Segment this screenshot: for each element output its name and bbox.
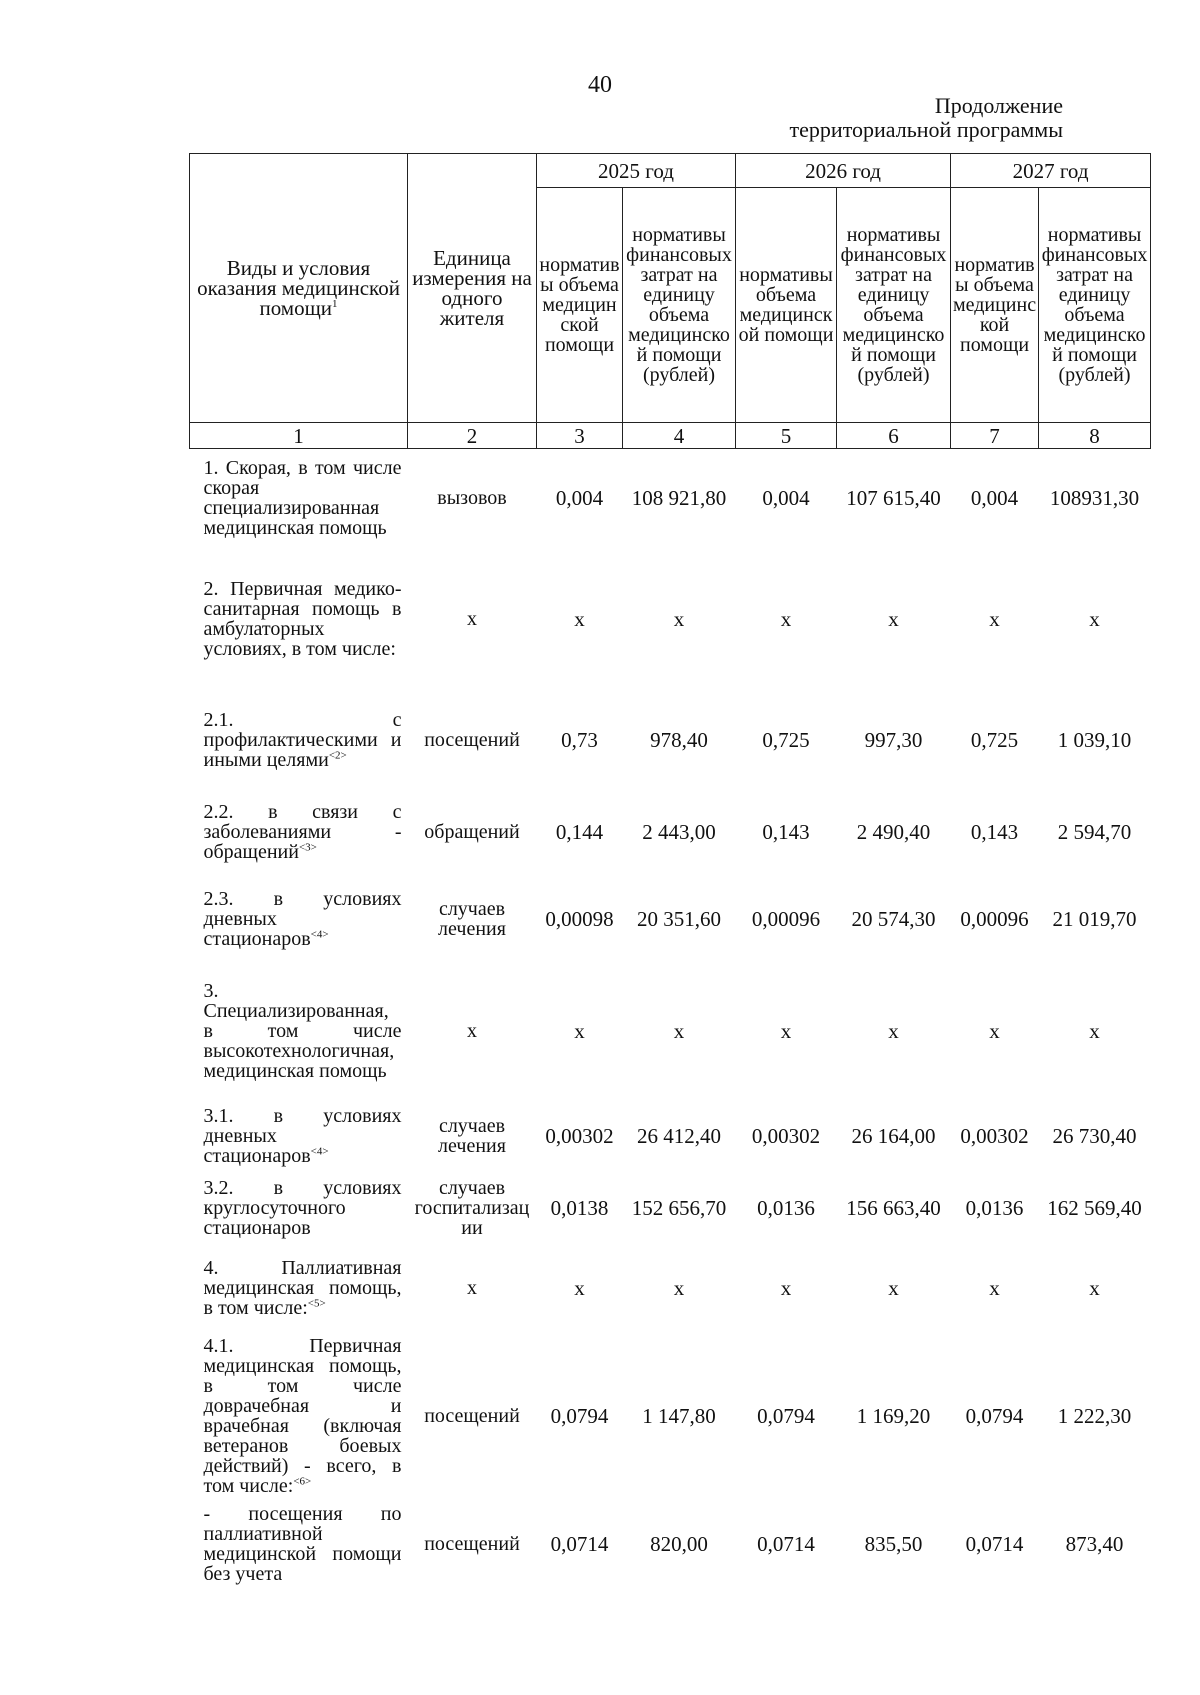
- row-cost-2026: 835,50: [864, 1531, 923, 1556]
- row-unit: случаев госпитализации: [414, 1176, 530, 1239]
- continuation-line-2: территориальной программы: [789, 117, 1063, 142]
- row-volume-2026: х: [780, 1018, 792, 1043]
- row-volume-2026: 0,0136: [757, 1195, 815, 1220]
- row-unit: обращений: [424, 820, 520, 843]
- table-row: [190, 876, 1151, 962]
- row-volume-2025: 0,004: [555, 485, 604, 510]
- row-cost-2027: 108931,30: [1049, 485, 1140, 510]
- row-volume-2025: 0,00098: [545, 906, 614, 931]
- row-unit: посещений: [424, 1404, 520, 1427]
- table-row: [190, 1172, 1151, 1244]
- row-volume-2025: 0,0794: [550, 1403, 609, 1428]
- row-cost-2025: х: [673, 1275, 685, 1300]
- row-cost-2025: х: [673, 1018, 685, 1043]
- row-volume-2027: 0,725: [970, 727, 1019, 752]
- row-cost-2026: х: [888, 1018, 899, 1043]
- row-volume-2027: 0,00096: [960, 906, 1029, 931]
- row-volume-2027: х: [989, 607, 1000, 631]
- row-volume-2025: 0,00302: [545, 1123, 614, 1148]
- continuation-note: [790, 94, 1063, 142]
- row-volume-2027: 0,143: [970, 819, 1019, 844]
- continuation-line-1: Продолжение: [934, 93, 1063, 118]
- row-volume-2026: х: [780, 1275, 792, 1300]
- row-volume-2027: 0,0794: [965, 1403, 1024, 1428]
- row-cost-2025: 2 443,00: [642, 819, 716, 844]
- row-cost-2027: 162 569,40: [1047, 1195, 1142, 1220]
- header-unit: Единица измерения на одного жителя: [408, 154, 537, 423]
- column-number: 6: [837, 423, 951, 449]
- header-cost-2026: нормативы финансовых затрат на единицу объема медицинской помощи (рублей): [837, 188, 951, 423]
- row-volume-2025: х: [574, 607, 585, 631]
- row-volume-2025: 0,144: [555, 819, 604, 844]
- header-footnote: 1: [332, 298, 338, 310]
- row-volume-2027: х: [989, 1275, 1000, 1300]
- column-number: 3: [537, 423, 623, 449]
- row-unit: х: [467, 1276, 477, 1299]
- header-year-2025: 2025 год: [537, 154, 736, 188]
- row-name: 3.1. в условиях дневных стационаров$^{<4>}$: [203, 1104, 402, 1167]
- row-unit: х: [467, 1019, 477, 1042]
- row-footnote: <4>: [310, 927, 329, 940]
- row-cost-2026: 26 164,00: [851, 1123, 936, 1148]
- header-volume-2025: нормативы объема медицинской помощи: [537, 188, 623, 423]
- table-row: [190, 547, 1151, 692]
- row-cost-2025: 820,00: [650, 1531, 708, 1556]
- column-number: 4: [623, 423, 736, 449]
- row-volume-2027: х: [989, 1018, 1000, 1043]
- row-name: 2. Первичная медико-санитарная помощь в амбулаторных условиях, в том числе:: [203, 578, 402, 660]
- table-header: [190, 154, 1151, 449]
- row-volume-2025: х: [574, 1018, 585, 1043]
- row-footnote: <4>: [310, 1144, 329, 1157]
- row-name: 4. Паллиативная медицинская помощь, в том числе:$^{<5>}$: [203, 1256, 402, 1319]
- row-volume-2026: 0,0714: [757, 1531, 815, 1556]
- row-cost-2026: 107 615,40: [846, 485, 941, 510]
- table-row: [190, 962, 1151, 1100]
- column-number: 1: [190, 423, 408, 449]
- row-unit: посещений: [424, 728, 520, 751]
- row-cost-2026: х: [888, 1275, 899, 1300]
- row-volume-2027: 0,004: [970, 485, 1019, 510]
- header-cost-2025: нормативы финансовых затрат на единицу объема медицинской помощи (рублей): [623, 188, 736, 423]
- row-volume-2027: 0,0714: [965, 1531, 1024, 1556]
- row-footnote: <3>: [298, 840, 317, 853]
- row-name: 1. Скорая, в том числе скорая специализированная медицинская помощь: [203, 456, 402, 539]
- row-cost-2027: 1 039,10: [1057, 727, 1132, 752]
- norms-table: [189, 153, 1151, 1588]
- row-name: - посещения по паллиативной медицинской помощи без учета: [203, 1502, 402, 1585]
- row-name: 2.1. с профилактическими и иными целями$^{<2>}$: [203, 708, 402, 771]
- header-cost-2027: нормативы финансовых затрат на единицу объема медицинской помощи (рублей): [1039, 188, 1151, 423]
- column-number: 7: [951, 423, 1039, 449]
- table-row: [190, 1332, 1151, 1500]
- row-cost-2027: 1 222,30: [1057, 1403, 1132, 1428]
- row-cost-2025: х: [673, 607, 685, 631]
- header-volume-2027: нормативы объема медицинской помощи: [951, 188, 1039, 423]
- row-cost-2026: 156 663,40: [846, 1195, 941, 1220]
- row-volume-2025: х: [574, 1275, 585, 1300]
- row-footnote: <5>: [307, 1296, 326, 1309]
- row-cost-2025: 978,40: [650, 727, 708, 752]
- table-row: [190, 1500, 1151, 1588]
- row-cost-2027: х: [1089, 607, 1100, 631]
- page-number: 40: [588, 72, 612, 98]
- row-volume-2026: 0,725: [762, 727, 810, 752]
- row-cost-2027: х: [1089, 1275, 1100, 1300]
- row-volume-2026: 0,00096: [751, 906, 821, 931]
- row-name: 2.3. в условиях дневных стационаров$^{<4>}$: [203, 887, 402, 950]
- column-number: 5: [736, 423, 837, 449]
- table-row: [190, 692, 1151, 788]
- row-unit: посещений: [424, 1532, 520, 1555]
- row-cost-2027: 2 594,70: [1057, 819, 1132, 844]
- table-body: [190, 449, 1151, 1588]
- row-volume-2025: 0,73: [561, 727, 598, 752]
- row-footnote: <2>: [328, 748, 347, 761]
- row-cost-2026: 997,30: [864, 727, 923, 752]
- row-cost-2025: 1 147,80: [642, 1403, 716, 1428]
- row-volume-2026: 0,0794: [757, 1403, 815, 1428]
- header-types-conditions: Виды и условия оказания медицинской помощи$^1$: [190, 154, 408, 423]
- row-footnote: <6>: [293, 1474, 312, 1487]
- row-cost-2025: 152 656,70: [631, 1195, 727, 1220]
- row-unit: х: [467, 608, 477, 630]
- row-cost-2026: 1 169,20: [856, 1403, 931, 1428]
- row-unit: случаев лечения: [438, 897, 506, 940]
- row-volume-2026: 0,004: [762, 485, 810, 510]
- row-unit: вызовов: [437, 486, 507, 509]
- row-volume-2026: 0,00302: [751, 1123, 821, 1148]
- row-cost-2027: х: [1089, 1018, 1100, 1043]
- table-row: [190, 1244, 1151, 1332]
- column-number: 8: [1039, 423, 1151, 449]
- row-name: 4.1. Первичная медицинская помощь, в том числе доврачебная и врачебная (включая ветеранов боевых действий) - всего, в том числе:$^{<6>}$: [203, 1334, 402, 1497]
- row-cost-2026: 2 490,40: [856, 819, 931, 844]
- row-cost-2025: 20 351,60: [637, 906, 721, 931]
- table-row: [190, 788, 1151, 876]
- row-cost-2025: 26 412,40: [637, 1123, 721, 1148]
- column-number: 2: [408, 423, 537, 449]
- header-volume-2026: нормативы объема медицинской помощи: [736, 188, 837, 423]
- row-cost-2026: 20 574,30: [851, 906, 936, 931]
- row-volume-2025: 0,0714: [550, 1531, 609, 1556]
- row-volume-2027: 0,0136: [965, 1195, 1024, 1220]
- row-name: 2.2. в связи с заболеваниями - обращений$^{<3>}$: [203, 800, 402, 863]
- row-volume-2026: х: [780, 607, 792, 631]
- row-cost-2027: 873,40: [1065, 1531, 1124, 1556]
- row-cost-2027: 26 730,40: [1052, 1123, 1137, 1148]
- row-volume-2026: 0,143: [762, 819, 810, 844]
- row-cost-2025: 108 921,80: [631, 485, 727, 510]
- header-year-2026: 2026 год: [736, 154, 951, 188]
- table-row: [190, 449, 1151, 547]
- row-cost-2026: х: [888, 607, 899, 631]
- row-volume-2025: 0,0138: [550, 1195, 609, 1220]
- row-volume-2027: 0,00302: [960, 1123, 1029, 1148]
- row-name: 3.2. в условиях круглосуточного стационаров: [203, 1176, 402, 1239]
- row-cost-2027: 21 019,70: [1052, 906, 1137, 931]
- header-year-2027: 2027 год: [951, 154, 1151, 188]
- table-row: [190, 1100, 1151, 1172]
- row-unit: случаев лечения: [438, 1114, 506, 1157]
- row-name: 3. Специализированная, в том числе высокотехнологичная, медицинская помощь: [203, 979, 402, 1082]
